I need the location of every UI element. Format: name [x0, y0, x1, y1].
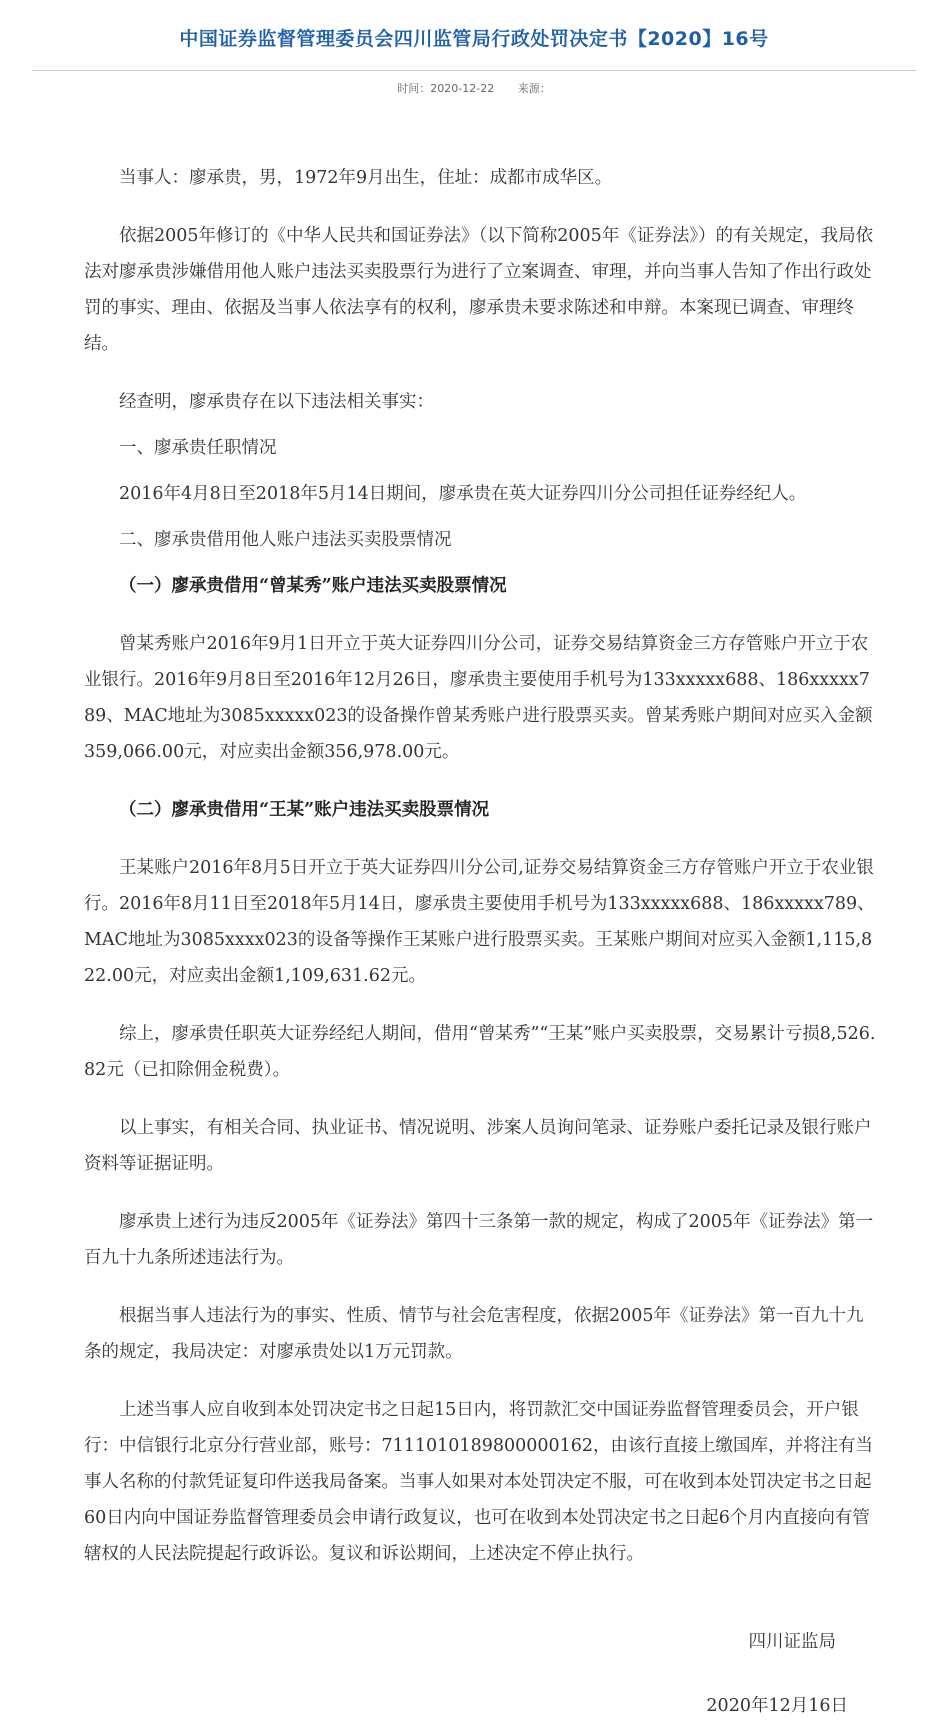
paragraph-wang-account: 王某账户2016年8月5日开立于英大证券四川分公司,证券交易结算资金三方存管账户开立于农业银行。2016年8月11日至2018年5月14日，廖承贵主要使用手机号为133xxxxx688、186xxxxx789、MAC地址为3085xxxx023的设备等操作王某账户进行股票买卖。王某账户期间对应买入金额1,115,822.00元，对应卖出金额1,109,631.62元。	[84, 858, 875, 986]
document-body	[84, 160, 880, 1594]
paragraph-basis: 依据2005年修订的《中华人民共和国证券法》（以下简称2005年《证券法》）的有关规定，我局依法对廖承贵涉嫌借用他人账户违法买卖股票行为进行了立案调查、审理，并向当事人告知了作出行政处罚的事实、理由、依据及当事人依法享有的权利，廖承贵未要求陈述和申辩。本案现已调查、审理终结。	[84, 226, 874, 354]
signature-org: 四川证监局	[748, 1632, 836, 1652]
paragraph-zeng-account: 曾某秀账户2016年9月1日开立于英大证券四川分公司，证券交易结算资金三方存管账户开立于农业银行。2016年9月8日至2016年12月26日，廖承贵主要使用手机号为133xxxxx688、186xxxxx789、MAC地址为3085xxxxx023的设备操作曾某秀账户进行股票买卖。曾某秀账户期间对应买入金额359,066.00元，对应卖出金额356,978.00元。	[84, 634, 873, 762]
paragraph-decision: 根据当事人违法行为的事实、性质、情节与社会危害程度，依据2005年《证券法》第一百九十九条的规定，我局决定：对廖承贵处以1万元罚款。	[84, 1306, 864, 1362]
title-divider	[32, 70, 916, 71]
subsection-heading-wang: （二）廖承贵借用“王某”账户违法买卖股票情况	[119, 800, 490, 820]
section-heading-2: 二、廖承贵借用他人账户违法买卖股票情况	[119, 530, 452, 550]
paragraph-payment: 上述当事人应自收到本处罚决定书之日起15日内，将罚款汇交中国证券监督管理委员会，开户银行：中信银行北京分行营业部，账号：7111010189800000162，由该行直接上缴国库，并将注有当事人名称的付款凭证复印件送我局备案。当事人如果对本处罚决定不服，可在收到本处罚决定书之日起60日内向中国证券监督管理委员会申请行政复议，也可在收到本处罚决定书之日起6个月内直接向有管辖权的人民法院提起行政诉讼。复议和诉讼期间，上述决定不停止执行。	[84, 1400, 874, 1564]
page-title: 中国证券监督管理委员会四川监管局行政处罚决定书【2020】16号	[179, 28, 769, 50]
section-heading-1: 一、廖承贵任职情况	[119, 438, 277, 458]
meta-line	[0, 80, 948, 96]
subsection-heading-zeng: （一）廖承贵借用“曾某秀”账户违法买卖股票情况	[119, 576, 507, 596]
paragraph-party: 当事人：廖承贵，男，1972年9月出生，住址：成都市成华区。	[119, 168, 613, 188]
signature-date: 2020年12月16日	[706, 1696, 848, 1716]
paragraph-violation: 廖承贵上述行为违反2005年《证券法》第四十三条第一款的规定，构成了2005年《证券法》第一百九十九条所述违法行为。	[84, 1212, 874, 1268]
paragraph-employment: 2016年4月8日至2018年5月14日期间，廖承贵在英大证券四川分公司担任证券经纪人。	[119, 484, 807, 504]
publish-time: 时间：2020-12-22	[397, 82, 495, 95]
source-label: 来源：	[517, 82, 551, 95]
paragraph-findings-intro: 经查明，廖承贵存在以下违法相关事实：	[119, 392, 434, 412]
paragraph-summary: 综上，廖承贵任职英大证券经纪人期间，借用“曾某秀”“王某”账户买卖股票，交易累计亏损8,526.82元（已扣除佣金税费）。	[84, 1024, 876, 1080]
paragraph-evidence: 以上事实，有相关合同、执业证书、情况说明、涉案人员询问笔录、证券账户委托记录及银行账户资料等证据证明。	[84, 1118, 872, 1174]
